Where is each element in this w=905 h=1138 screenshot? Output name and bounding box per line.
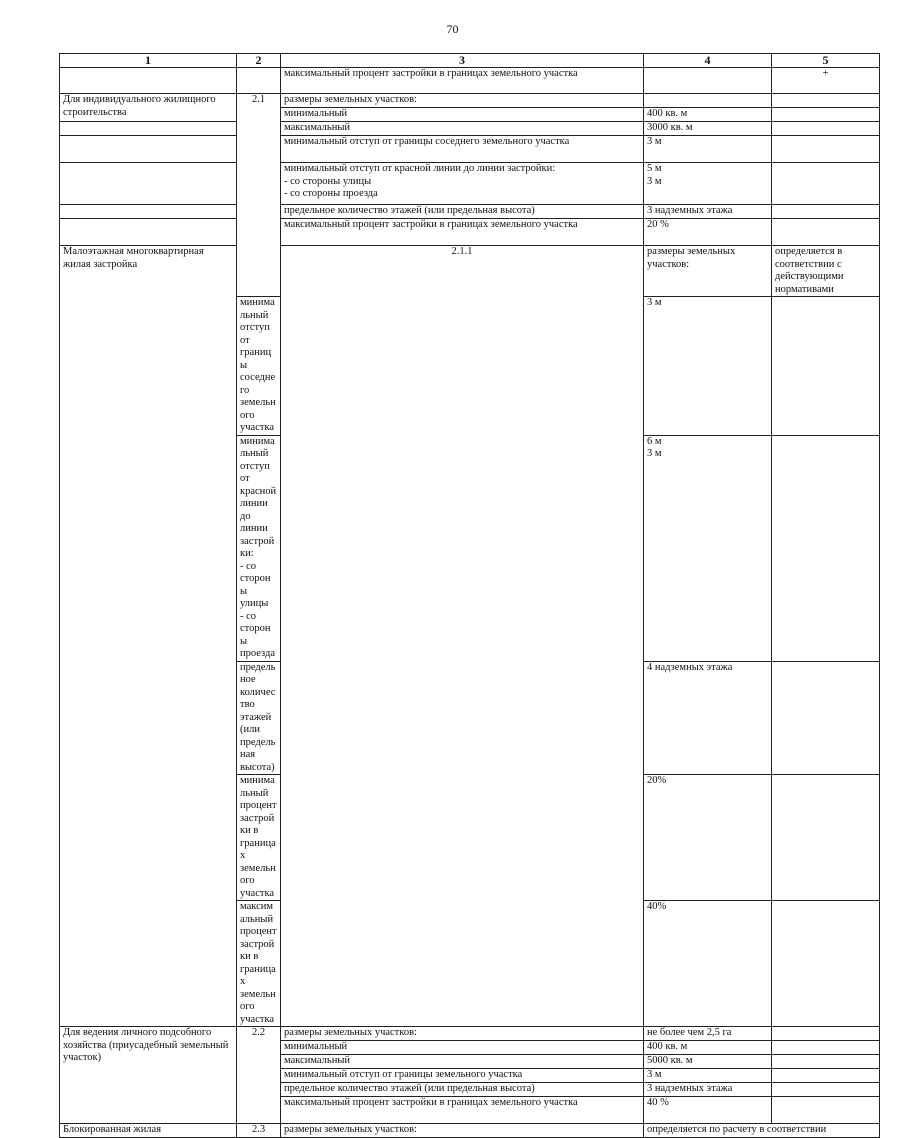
mark-cell [772, 1055, 880, 1069]
code-cell: 2.1.1 [281, 246, 644, 1027]
land-use-cell [60, 136, 237, 163]
table-row [60, 205, 880, 219]
value-cell [644, 94, 772, 108]
mark-cell [772, 219, 880, 246]
value-cell: определяется по расчету в соответствии [644, 1124, 880, 1138]
page-number: 70 [446, 22, 459, 36]
value-cell: 3 м [644, 1069, 772, 1083]
land-use-cell [60, 205, 237, 219]
parameter-cell: минимальный отступ от границы земельного участка [281, 1069, 644, 1083]
parameter-cell [281, 163, 644, 205]
parameter-cell: минимальный процент застройки в границах земельного участка [237, 775, 281, 901]
mark-cell [772, 1097, 880, 1124]
parameter-cell: минимальный [281, 1041, 644, 1055]
value-cell: 20 % [644, 219, 772, 246]
parameter-cell: максимальный процент застройки в границах земельного участка [281, 219, 644, 246]
land-use-cell: Для ведения личного подсобного хозяйства (приусадебный земельный участок) [60, 1027, 237, 1124]
mark-cell [772, 1041, 880, 1055]
parameter-line: - со стороны проезда [240, 610, 275, 659]
table-row [60, 246, 880, 297]
parameter-cell: минимальный отступ от границы соседнего земельного участка [281, 136, 644, 163]
land-use-cell [60, 163, 237, 205]
mark-cell [772, 775, 880, 901]
header-col-1: 1 [60, 54, 237, 68]
mark-cell [772, 1027, 880, 1041]
parameter-cell: максимальный [281, 1055, 644, 1069]
parameter-line: - со стороны улицы [284, 175, 372, 187]
header-col-3: 3 [281, 54, 644, 68]
parameter-cell: предельное количество этажей (или предельная высота) [281, 1083, 644, 1097]
header-col-2: 2 [237, 54, 281, 68]
header-row [60, 54, 880, 68]
land-use-cell [60, 122, 237, 136]
parameter-cell: максимальный процент застройки в границах земельного участка [237, 901, 281, 1027]
parameter-cell: предельное количество этажей (или предельная высота) [281, 205, 644, 219]
parameter-line: минимальный отступ от красной линии до линии застройки: [240, 435, 277, 559]
parameter-cell: размеры земельных участков: [281, 1124, 644, 1138]
parameter-cell: размеры земельных участков: [281, 1027, 644, 1041]
mark-cell [772, 163, 880, 205]
parameter-cell: максимальный процент застройки в границах земельного участка [281, 1097, 644, 1124]
value-cell: не более чем 2,5 га [644, 1027, 772, 1041]
table-row [60, 68, 880, 94]
value-cell: 400 кв. м [644, 1041, 772, 1055]
regulations-table [59, 53, 880, 1138]
table-row [60, 94, 880, 108]
parameter-cell: размеры земельных участков: [644, 246, 772, 297]
table-row [60, 1027, 880, 1041]
land-use-cell: Для индивидуального жилищного строительства [60, 94, 237, 122]
mark-cell [772, 901, 880, 1027]
code-cell: 2.1 [237, 94, 281, 297]
parameter-line: - со стороны улицы [240, 560, 271, 609]
mark-cell [772, 1083, 880, 1097]
mark-cell: + [772, 68, 880, 94]
parameter-cell: минимальный [281, 108, 644, 122]
header-col-5: 5 [772, 54, 880, 68]
table-row [60, 163, 880, 205]
code-cell: 2.2 [237, 1027, 281, 1124]
mark-cell [772, 205, 880, 219]
value-cell: 4 надземных этажа [644, 661, 772, 775]
table-row [60, 219, 880, 246]
parameter-cell: размеры земельных участков: [281, 94, 644, 108]
table-row [60, 1124, 880, 1138]
land-use-cell [60, 68, 237, 94]
value-cell: 3 м [644, 297, 772, 436]
value-cell: 40 % [644, 1097, 772, 1124]
table-row [60, 136, 880, 163]
value-cell: определяется в соответствии с действующими нормативами [772, 246, 880, 297]
value-cell: 5000 кв. м [644, 1055, 772, 1069]
value-line: 6 м [647, 435, 662, 447]
mark-cell [772, 136, 880, 163]
value-cell: 3 надземных этажа [644, 205, 772, 219]
parameter-cell: максимальный [281, 122, 644, 136]
code-cell: 2.3 [237, 1124, 281, 1138]
value-cell: 3 надземных этажа [644, 1083, 772, 1097]
value-cell: 400 кв. м [644, 108, 772, 122]
mark-cell [772, 108, 880, 122]
land-use-cell: Малоэтажная многоквартирная жилая застройка [60, 246, 237, 1027]
parameter-cell: минимальный отступ от границы соседнего земельного участка [237, 297, 281, 436]
land-use-cell: Блокированная жилая [60, 1124, 237, 1138]
mark-cell [772, 94, 880, 108]
mark-cell [772, 661, 880, 775]
value-line: 5 м [647, 163, 662, 174]
parameter-line: - со стороны проезда [284, 188, 378, 199]
parameter-cell: максимальный процент застройки в границах земельного участка [281, 68, 644, 94]
header-col-4: 4 [644, 54, 772, 68]
value-cell: 3 м [644, 136, 772, 163]
table-row [60, 122, 880, 136]
value-cell [644, 435, 772, 661]
mark-cell [772, 297, 880, 436]
value-line: 3 м [647, 448, 662, 459]
parameter-cell [237, 435, 281, 661]
mark-cell [772, 1069, 880, 1083]
value-cell: 40% [644, 901, 772, 1027]
parameter-cell: предельное количество этажей (или предельная высота) [237, 661, 281, 775]
land-use-cell [60, 219, 237, 246]
value-cell: 3000 кв. м [644, 122, 772, 136]
parameter-line: минимальный отступ от красной линии до линии застройки: [284, 163, 556, 174]
code-cell [237, 68, 281, 94]
value-cell: 20% [644, 775, 772, 901]
mark-cell [772, 435, 880, 661]
value-cell [644, 68, 772, 94]
value-cell [644, 163, 772, 205]
value-line: 3 м [647, 175, 662, 187]
mark-cell [772, 122, 880, 136]
